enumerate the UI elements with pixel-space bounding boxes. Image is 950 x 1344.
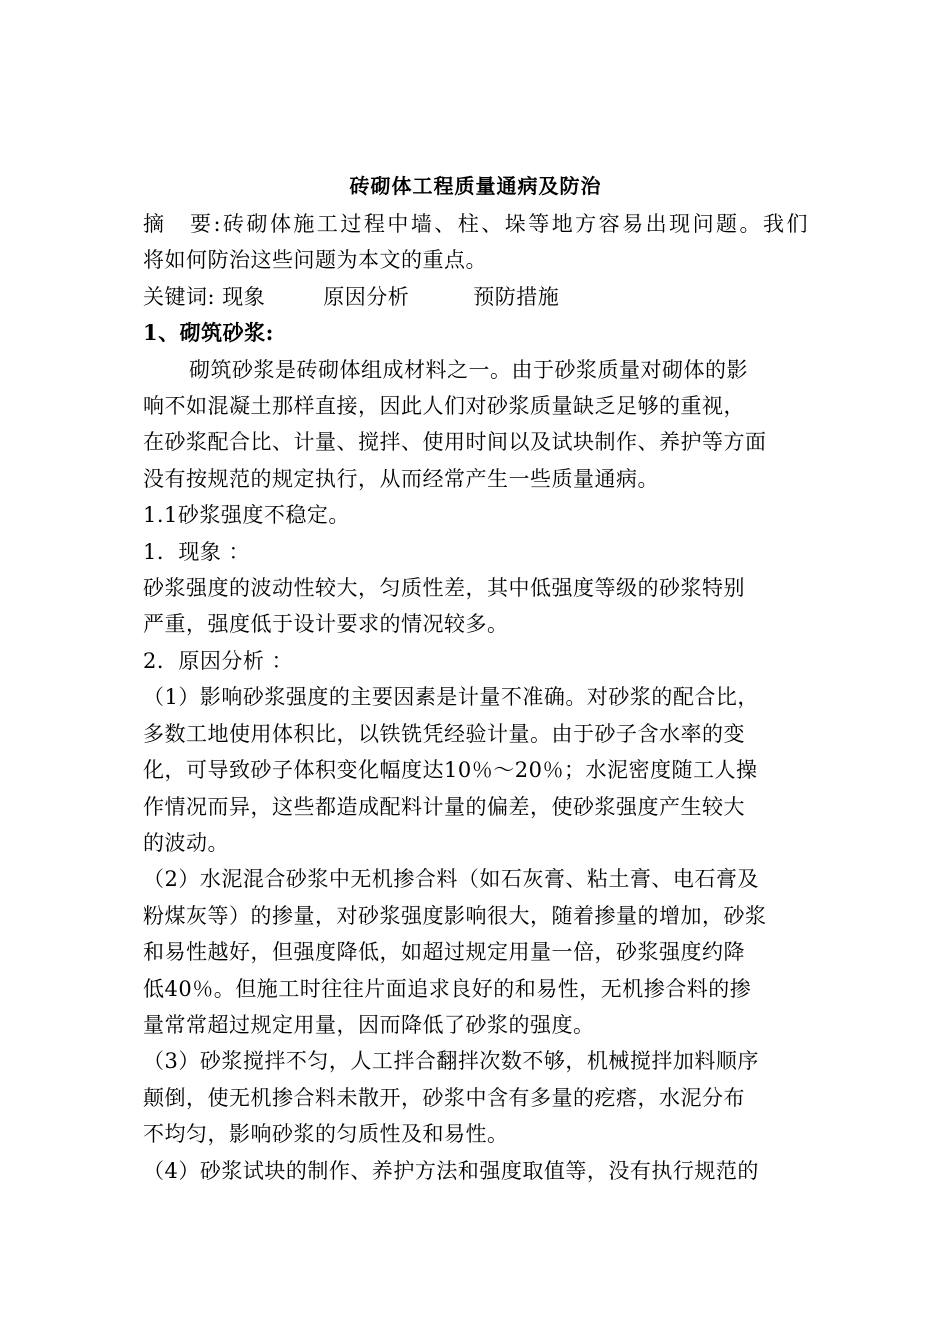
section-heading: 1、砌筑砂浆: bbox=[143, 320, 274, 346]
cause-4-line-1: （4）砂浆试块的制作、养护方法和强度取值等，没有执行规范的 bbox=[143, 1158, 759, 1183]
cause-3-line-2: 颠倒，使无机掺合料未散开，砂浆中含有多量的疙瘩，水泥分布 bbox=[143, 1085, 745, 1110]
cause-1-line-5: 的波动。 bbox=[143, 830, 229, 855]
keywords-line bbox=[143, 279, 808, 315]
intro-line-2: 响不如混凝土那样直接，因此人们对砂浆质量缺乏足够的重视， bbox=[143, 394, 745, 419]
cause-3-line-3: 不均匀，影响砂浆的匀质性及和易性。 bbox=[143, 1122, 509, 1147]
document-body bbox=[143, 170, 808, 1189]
keyword-1: 现象 bbox=[222, 284, 266, 309]
abstract-line-1 bbox=[143, 206, 808, 242]
cause-2-line-4: 低40％。但施工时往往片面追求良好的和易性，无机掺合料的掺 bbox=[143, 976, 752, 1001]
cause-label: 2．原因分析 ： bbox=[143, 648, 294, 673]
cause-3-line-1: （3）砂浆搅拌不匀，人工拌合翻拌次数不够，机械搅拌加料顺序 bbox=[143, 1049, 759, 1074]
phenomenon-label: 1．现象 ： bbox=[143, 539, 251, 564]
cause-1-line-4: 作情况而异，这些都造成配料计量的偏差，使砂浆强度产生较大 bbox=[143, 794, 745, 819]
cause-2-line-3: 和易性越好，但强度降低，如超过规定用量一倍，砂浆强度约降 bbox=[143, 940, 745, 965]
abstract-label: 摘 要: bbox=[143, 212, 222, 236]
keyword-2: 原因分析 bbox=[323, 284, 410, 309]
abstract-text-1: 砖砌体施工过程中墙、柱、垛等地方容易出现问题。我们 bbox=[221, 212, 808, 236]
abstract-line-2: 将如何防治这些问题为本文的重点。 bbox=[143, 248, 487, 273]
intro-line-3: 在砂浆配合比、计量、搅拌、使用时间以及试块制作、养护等方面 bbox=[143, 430, 767, 455]
phenomenon-line-1: 砂浆强度的波动性较大，匀质性差，其中低强度等级的砂浆特别 bbox=[143, 576, 745, 601]
phenomenon-line-2: 严重，强度低于设计要求的情况较多。 bbox=[143, 612, 509, 637]
cause-2-line-5: 量常常超过规定用量，因而降低了砂浆的强度。 bbox=[143, 1012, 595, 1037]
cause-1-line-1: （1）影响砂浆强度的主要因素是计量不准确。对砂浆的配合比， bbox=[143, 685, 759, 710]
cause-1-line-3: 化，可导致砂子体积变化幅度达10％～20％；水泥密度随工人操 bbox=[143, 758, 758, 783]
intro-line-4: 没有按规范的规定执行，从而经常产生一些质量通病。 bbox=[143, 466, 659, 491]
keyword-3: 预防措施 bbox=[473, 284, 560, 309]
document-title: 砖砌体工程质量通病及防治 bbox=[349, 174, 602, 198]
cause-2-line-2: 粉煤灰等）的掺量，对砂浆强度影响很大，随着掺量的增加，砂浆 bbox=[143, 903, 767, 928]
keywords-label: 关键词: bbox=[143, 284, 216, 309]
cause-1-line-2: 多数工地使用体积比，以铁铣凭经验计量。由于砂子含水率的变 bbox=[143, 721, 745, 746]
cause-2-line-1: （2）水泥混合砂浆中无机掺合料（如石灰膏、粘土膏、电石膏及 bbox=[143, 867, 759, 892]
sub-heading: 1.1砂浆强度不稳定。 bbox=[143, 503, 350, 528]
intro-line-1: 砌筑砂浆是砖砌体组成材料之一。由于砂浆质量对砌体的影 bbox=[189, 357, 748, 382]
